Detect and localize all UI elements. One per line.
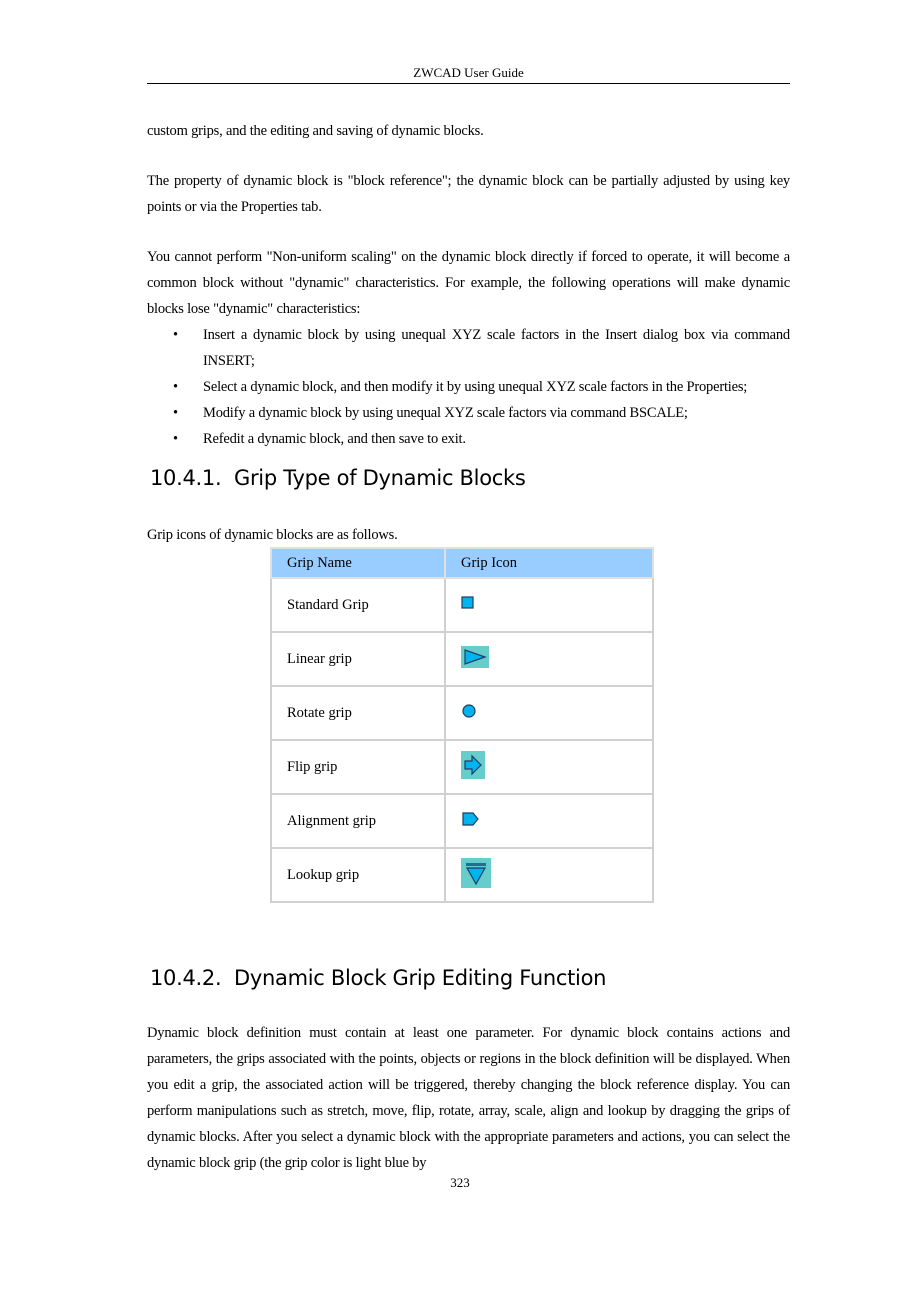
table-header-row [271, 548, 653, 578]
section-number: 10.4.2. [150, 966, 222, 990]
section-title: Grip Type of Dynamic Blocks [234, 466, 526, 490]
column-header: Grip Name [271, 548, 445, 578]
running-header: ZWCAD User Guide [413, 65, 524, 80]
list-item-text: Insert a dynamic block by using unequal XYZ scale factors in the Insert dialog box via command INSERT; [203, 327, 790, 369]
list-item-text: Modify a dynamic block by using unequal XYZ scale factors via command BSCALE; [203, 405, 688, 421]
list-item: • Insert a dynamic block by using unequal XYZ scale factors in the Insert dialog box via command INSERT; [173, 327, 790, 369]
table-row [271, 578, 653, 632]
header-rule [147, 83, 790, 84]
circle-grip-icon [461, 703, 477, 719]
list-item: • Select a dynamic block, and then modify it by using unequal XYZ scale factors in the Properties; [173, 379, 748, 395]
section-heading [150, 966, 606, 990]
list-item: • Modify a dynamic block by using unequal XYZ scale factors via command BSCALE; [173, 405, 688, 421]
page-number: 323 [450, 1175, 470, 1190]
linear-triangle-grip-icon [461, 646, 489, 668]
grip-name: Linear grip [271, 632, 445, 686]
table-row [271, 848, 653, 902]
grip-name: Lookup grip [271, 848, 445, 902]
lookup-triangle-grip-icon [461, 858, 491, 888]
bullet-list [147, 322, 790, 452]
list-item: • Refedit a dynamic block, and then save to exit. [173, 431, 466, 447]
table-row [271, 740, 653, 794]
table-row [271, 794, 653, 848]
paragraph: The property of dynamic block is "block reference"; the dynamic block can be partially adjusted by using key points or via the Properties tab. [147, 173, 790, 215]
grip-name: Alignment grip [271, 794, 445, 848]
column-header: Grip Icon [445, 548, 653, 578]
grip-name: Standard Grip [271, 578, 445, 632]
paragraph: You cannot perform "Non-uniform scaling" on the dynamic block directly if forced to operate, it will become a common block without "dynamic" characteristics. For example, the following operations will make dynamic blocks lose "dynamic" characteristics: [147, 249, 790, 317]
list-item-text: Select a dynamic block, and then modify it by using unequal XYZ scale factors in the Properties; [203, 379, 748, 395]
section-title: Dynamic Block Grip Editing Function [234, 966, 607, 990]
grip-name: Rotate grip [271, 686, 445, 740]
list-item-text: Refedit a dynamic block, and then save to exit. [203, 431, 466, 447]
paragraph: Dynamic block definition must contain at least one parameter. For dynamic block contains actions and parameters, the grips associated with the points, objects or regions in the block definition will be displayed. When you edit a grip, the associated action will be triggered, thereby changing the block reference display. You can perform manipulations such as stretch, move, flip, rotate, array, scale, align and lookup by dragging the grips of dynamic blocks. After you select a dynamic block with the appropriate parameters and actions, you can select the dynamic block grip (the grip color is light blue by [147, 1025, 790, 1171]
table-row [271, 632, 653, 686]
paragraph: custom grips, and the editing and saving of dynamic blocks. [147, 123, 484, 139]
grip-table [270, 547, 654, 903]
grip-name: Flip grip [271, 740, 445, 794]
pentagon-grip-icon [461, 811, 481, 827]
table-intro: Grip icons of dynamic blocks are as follows. [147, 527, 398, 543]
flip-arrow-grip-icon [461, 751, 485, 779]
table-row [271, 686, 653, 740]
section-heading [150, 466, 526, 490]
section-number: 10.4.1. [150, 466, 222, 490]
square-grip-icon [461, 596, 475, 610]
